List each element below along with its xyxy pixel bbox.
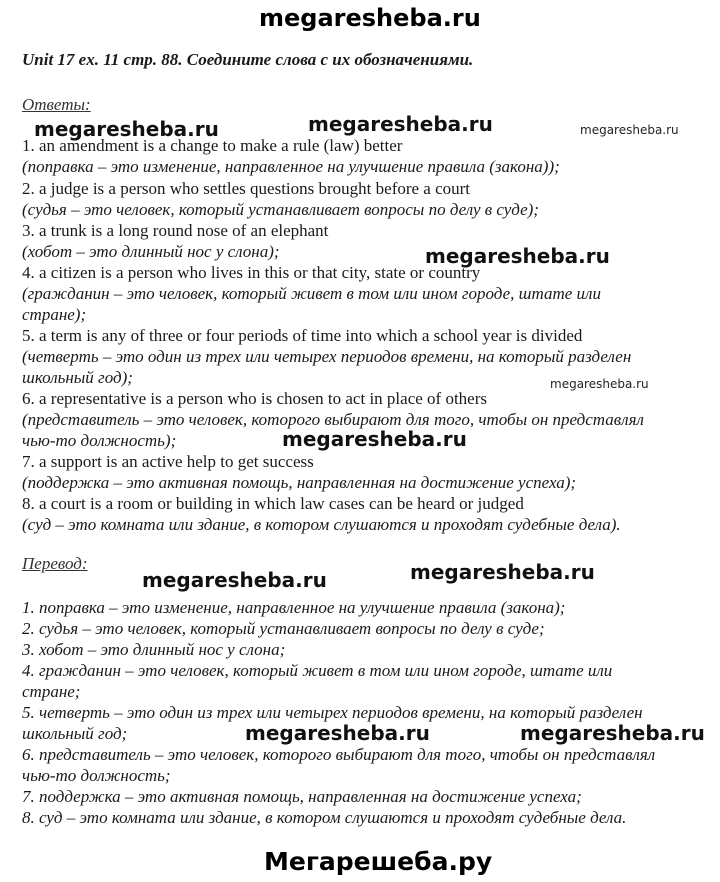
- site-footer: Мегарешеба.ру: [264, 847, 493, 876]
- translation-line: стране;: [22, 682, 81, 701]
- answer-line: 3. a trunk is a long round nose of an elephant: [22, 221, 329, 240]
- answer-line: 7. a support is an active help to get success: [22, 452, 314, 471]
- translation-line: школьный год;: [22, 724, 128, 743]
- answer-line: (четверть – это один из трех или четырех периодов времени, на который разделен: [22, 347, 632, 366]
- answer-line: 4. a citizen is a person who lives in this or that city, state or country: [22, 263, 481, 282]
- answer-line: (хобот – это длинный нос у слона);: [22, 242, 280, 261]
- answer-line: 2. a judge is a person who settles questions brought before a court: [22, 179, 471, 198]
- watermark: megaresheba.ru: [425, 244, 610, 268]
- watermark: megaresheba.ru: [520, 721, 705, 745]
- watermark: megaresheba.ru: [580, 123, 679, 137]
- answer-line: школьный год);: [22, 368, 133, 387]
- site-header: megaresheba.ru: [259, 4, 481, 32]
- watermark: megaresheba.ru: [410, 560, 595, 584]
- watermark: megaresheba.ru: [550, 377, 649, 391]
- translation-line: чью-то должность;: [22, 766, 171, 785]
- translation-line: 6. представитель – это человек, которого выбирают для того, чтобы он представлял: [22, 745, 656, 764]
- answer-line: 1. an amendment is a change to make a rule (law) better: [22, 136, 403, 155]
- translation-line: 5. четверть – это один из трех или четырех периодов времени, на который разделен: [22, 703, 643, 722]
- exercise-title: Unit 17 ex. 11 стр. 88. Соедините слова с их обозначениями.: [22, 50, 474, 69]
- watermark: megaresheba.ru: [34, 117, 219, 141]
- translation-line: 4. гражданин – это человек, который живет в том или ином городе, штате или: [22, 661, 613, 680]
- watermark: megaresheba.ru: [282, 427, 467, 451]
- answer-line: чью-то должность);: [22, 431, 177, 450]
- answer-line: 5. a term is any of three or four periods of time into which a school year is divided: [22, 326, 583, 345]
- answers-heading: Ответы:: [22, 95, 91, 114]
- translation-line: 2. судья – это человек, который устанавливает вопросы по делу в суде;: [22, 619, 545, 638]
- answer-line: (суд – это комната или здание, в котором слушаются и проходят судебные дела).: [22, 515, 621, 534]
- answer-line: стране);: [22, 305, 87, 324]
- watermark: megaresheba.ru: [245, 721, 430, 745]
- translation-line: 7. поддержка – это активная помощь, направленная на достижение успеха;: [22, 787, 582, 806]
- translation-line: 3. хобот – это длинный нос у слона;: [22, 640, 286, 659]
- watermark: megaresheba.ru: [142, 568, 327, 592]
- translation-line: 1. поправка – это изменение, направленное на улучшение правила (закона);: [22, 598, 566, 617]
- answer-line: 8. a court is a room or building in which law cases can be heard or judged: [22, 494, 524, 513]
- translation-line: 8. суд – это комната или здание, в котором слушаются и проходят судебные дела.: [22, 808, 627, 827]
- answer-line: (поддержка – это активная помощь, направленная на достижение успеха);: [22, 473, 577, 492]
- watermark: megaresheba.ru: [308, 112, 493, 136]
- translation-heading: Перевод:: [22, 554, 88, 573]
- answer-line: (поправка – это изменение, направленное на улучшение правила (закона));: [22, 157, 560, 176]
- answer-line: (гражданин – это человек, который живет в том или ином городе, штате или: [22, 284, 601, 303]
- answer-line: (судья – это человек, который устанавливает вопросы по делу в суде);: [22, 200, 539, 219]
- answer-line: (представитель – это человек, которого выбирают для того, чтобы он представлял: [22, 410, 644, 429]
- answer-line: 6. a representative is a person who is chosen to act in place of others: [22, 389, 487, 408]
